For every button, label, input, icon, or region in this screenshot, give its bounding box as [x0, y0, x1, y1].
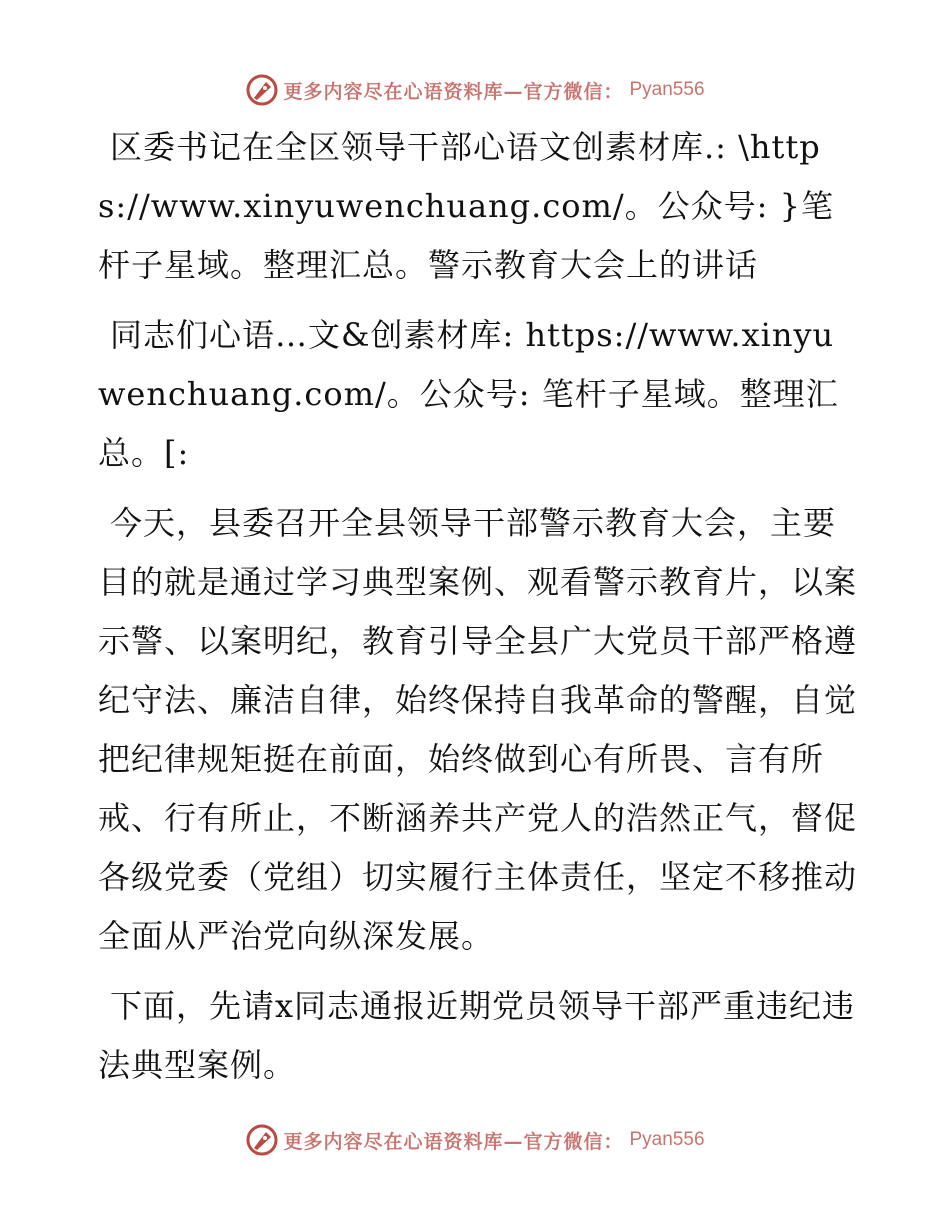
pen-nib-logo-icon: [245, 73, 279, 107]
document-body: [98, 118, 858, 1095]
paragraph-title: 区委书记在全区领导干部心语文创素材库.: \https://www.xinyuwenchuang.com/。公众号: }笔杆子星域。整理汇总。警示教育大会上的讲话: [98, 128, 834, 284]
paragraph-greeting: 同志们心语…文&创素材库: https://www.xinyuwenchuang.com/。公众号: 笔杆子星域。整理汇总。[:: [98, 316, 839, 472]
paragraph-intro: 今天，县委召开全县领导干部警示教育大会，主要目的就是通过学习典型案例、观看警示教育片，以案示警、以案明纪，教育引导全县广大党员干部严格遵纪守法、廉洁自律，始终保持自我革命的警醒，自觉把纪律规矩挺在前面，始终做到心有所畏、言有所戒、行有所止，不断涵养共产党人的浩然正气，督促各级党委（党组）切实履行主体责任，坚定不移推动全面从严治党向纵深发展。: [98, 504, 858, 955]
banner-contact: Pyan556: [629, 1129, 705, 1150]
banner-text: 更多内容尽在心语资料库—官方微信：: [283, 80, 624, 103]
footer-banner: [0, 1120, 950, 1160]
paragraph-next: 下面，先请x同志通报近期党员领导干部严重违纪违法典型案例。: [98, 987, 856, 1084]
header-banner: [0, 70, 950, 110]
banner-text: 更多内容尽在心语资料库—官方微信：: [283, 1130, 624, 1153]
banner-contact: Pyan556: [629, 79, 705, 100]
pen-nib-logo-icon: [245, 1123, 279, 1157]
